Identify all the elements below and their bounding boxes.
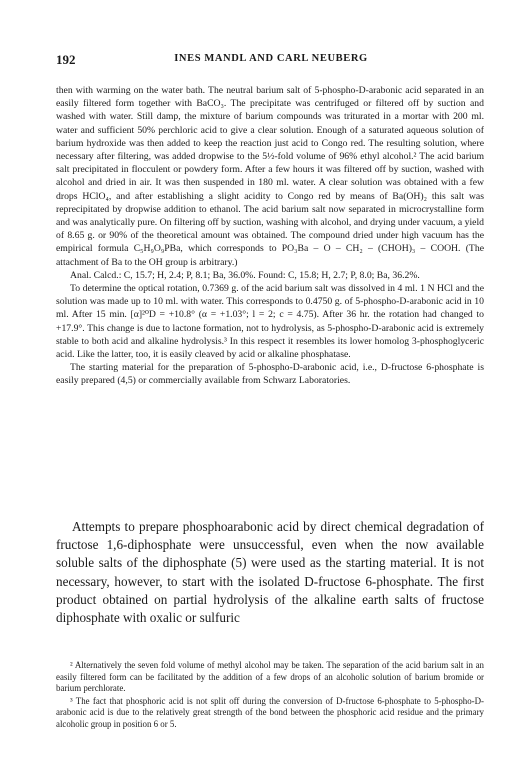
running-head: INES MANDL AND CARL NEUBERG bbox=[174, 53, 368, 64]
paragraph-procedure: then with warming on the water bath. The neutral barium salt of 5-phospho-D-arabonic acid separated in an easily filtered form together with BaCO₃. The precipitate was centrifuged or filtered off by suction and washed with water. Still damp, the mixture of barium compounds was triturated in a mortar with 200 ml. water and sufficient 50% perchloric acid to give a clear solution. Enough of a saturated aqueous solution of barium hydroxide was then added to keep the reaction just acid to Congo red. The resulting solution, where necessary after filtering, was added dropwise to the 5½-fold volume of 96% ethyl alcohol.² The acid barium salt precipitated in flocculent or powdery form. After a few hours it was filtered off by suction, washed with alcohol and dried in air. It was then suspended in 180 ml. water. A clear solution was obtained with a few drops HClO₄, and after establishing a slight acidity to Congo red by means of Ba(OH)₂ this salt was reprecipitated by dropwise addition to ethanol. The acid barium salt now separated in microcrystalline form and was analytically pure. On filtering off by suction, washing with alcohol, and drying under vacuum, a yield of 8.65 g. or 90% of the theoretical amount was obtained. The compound dried under high vacuum has the empirical formula C₅H₉O₉PBa, which corresponds to PO₃Ba – O – CH₂ – (CHOH)₃ – COOH. (The attachment of Ba to the OH group is arbitrary.) bbox=[56, 85, 484, 268]
footnote-3: ³ The fact that phosphoric acid is not split off during the conversion of D-fructose 6-phosphate to 5-phospho-D-arabonic acid is due to the relatively great strength of the bond between the phosphoric acid residue and the primary alcoholic group in position 6 or 5. bbox=[56, 695, 484, 729]
paragraph-body: Attempts to prepare phosphoarabonic acid by direct chemical degradation of fructose 1,6-diphosphate were unsuccessful, even when the now available soluble salts of the diphosphate (5) were used as the starting material. It is not necessary, however, to start with the isolated D-fructose 6-phosphate. The first product obtained on partial hydrolysis of the alkaline earth salts of fructose diphosphate with oxalic or sulfuric bbox=[56, 519, 484, 626]
paragraph-optical-rotation: To determine the optical rotation, 0.7369 g. of the acid barium salt was dissolved in 4 ml. 1 N HCl and the solution was made up to 10 ml. with water. This corresponds to 0.4750 g. of 5-phospho-D-arabonic acid in 10 ml. After 15 min. [α]²⁰D = +10.8° (α = +1.03°; l = 2; c = 4.75). After 36 hr. the rotation had changed to +17.9°. This change is due to lactone formation, not to hydrolysis, as 5-phospho-D-arabonic acid is extremely stable to both acid and alkaline hydrolysis.³ In this respect it resembles its lower homolog 3-phosphoglyceric acid. Like the latter, too, it is easily cleaved by acid or alkaline phosphatase. bbox=[56, 283, 484, 361]
body-text-block bbox=[56, 518, 484, 627]
footnote-2: ² Alternatively the seven fold volume of methyl alcohol may be taken. The separation of the acid barium salt in an easily filtered form can be facilitated by the addition of a few drops of an alcoholic solution of barium bromide or barium perchlorate. bbox=[56, 660, 484, 694]
page-number: 192 bbox=[56, 52, 76, 67]
page-header bbox=[56, 52, 486, 68]
experimental-text-block bbox=[56, 84, 484, 388]
footnotes bbox=[56, 660, 484, 732]
paragraph-starting-material: The starting material for the preparation of 5-phospho-D-arabonic acid, i.e., D-fructose 6-phosphate is easily prepared (4,5) or commercially available from Schwarz Laboratories. bbox=[56, 362, 484, 387]
paragraph-analysis: Anal. Calcd.: C, 15.7; H, 2.4; P, 8.1; Ba, 36.0%. Found: C, 15.8; H, 2.7; P, 8.0; Ba, 36.2%. bbox=[70, 269, 420, 281]
